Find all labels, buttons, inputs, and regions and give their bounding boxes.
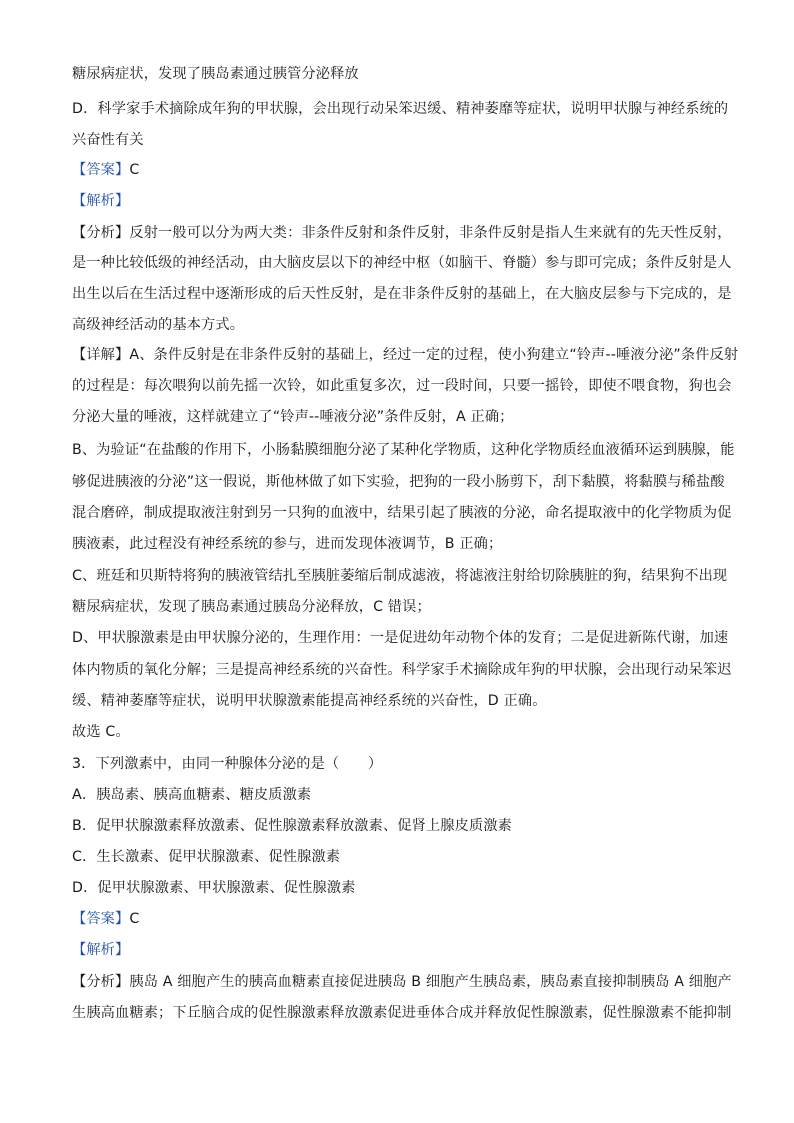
text-line: 体内物质的氧化分解；三是提高神经系统的兴奋性。科学家手术摘除成年狗的甲状腺，会出现行动呆笨迟 bbox=[72, 662, 732, 678]
text-line: 生胰高血糖素；下丘脑合成的促性腺激素释放激素促进垂体合成并释放促性腺激素，促性腺激素不能抑制 bbox=[72, 1005, 732, 1021]
answer-line: 【答案】C bbox=[72, 162, 140, 178]
answer-tag: 【答案】 bbox=[72, 162, 130, 178]
fenxi-tag: 【分析】 bbox=[72, 974, 130, 990]
text-line: D、甲状腺激素是由甲状腺分泌的，生理作用：一是促进幼年动物个体的发育；二是促进新陈代谢，加速 bbox=[72, 630, 729, 646]
question-3: 3．下列激素中，由同一种腺体分泌的是（ ） bbox=[72, 756, 383, 772]
text-line: 糖尿病症状，发现了胰岛素通过胰岛分泌释放，C 错误； bbox=[72, 599, 431, 615]
text-line: 糖尿病症状，发现了胰岛素通过胰管分泌释放 bbox=[72, 66, 359, 82]
xiangjie-line: 【详解】A、条件反射是在非条件反射的基础上，经过一定的过程，使小狗建立“铃声--唾液分泌”条件反射 bbox=[72, 347, 739, 363]
text-line: 出生以后在生活过程中逐渐形成的后天性反射，是在非条件反射的基础上，在大脑皮层参与下完成的，是 bbox=[72, 286, 732, 302]
text-line: 缓、精神萎靡等症状，说明甲状腺激素能提高神经系统的兴奋性，D 正确。 bbox=[72, 693, 547, 709]
text-line: 够促进胰液的分泌”这一假说，斯他林做了如下实验，把狗的一段小肠剪下，刮下黏膜，将黏膜与稀盐酸 bbox=[72, 474, 725, 490]
text-line: B、为验证“在盐酸的作用下，小肠黏膜细胞分泌了某种化学物质，这种化学物质经血液循环运到胰腺，能 bbox=[72, 442, 735, 458]
text-line: C、班廷和贝斯特将狗的胰液管结扎至胰脏萎缩后制成滤液，将滤液注射给切除胰脏的狗，结果狗不出现 bbox=[72, 568, 728, 584]
analysis-heading bbox=[72, 940, 129, 960]
analysis-tag: 【解析】 bbox=[72, 942, 130, 958]
option-d-line: D．科学家手术摘除成年狗的甲状腺，会出现行动呆笨迟缓、精神萎靡等症状，说明甲状腺与神经系统的 bbox=[72, 101, 729, 117]
text-line: 兴奋性有关 bbox=[72, 132, 144, 148]
fenxi-line: 【分析】胰岛 A 细胞产生的胰高血糖素直接促进胰岛 B 细胞产生胰岛素，胰岛素直接抑制胰岛 A 细胞产 bbox=[72, 974, 732, 990]
fenxi-line: 【分析】反射一般可以分为两大类：非条件反射和条件反射，非条件反射是指人生来就有的先天性反射， bbox=[72, 225, 732, 241]
analysis-heading bbox=[72, 191, 129, 211]
text-line: 故选 C。 bbox=[72, 724, 130, 740]
option-b: B．促甲状腺激素释放激素、促性腺激素释放激素、促肾上腺皮质激素 bbox=[72, 818, 513, 834]
answer-line: 【答案】C bbox=[72, 911, 140, 927]
text-line: 胰液素，此过程没有神经系统的参与，进而发现体液调节，B 正确； bbox=[72, 536, 503, 552]
answer-tag: 【答案】 bbox=[72, 911, 130, 927]
xiangjie-tag: 【详解】 bbox=[72, 347, 130, 363]
text-line: 是一种比较低级的神经活动，由大脑皮层以下的神经中枢（如脑干、脊髓）参与即可完成；条件反射是人 bbox=[72, 255, 732, 271]
text-line: 分泌大量的唾液，这样就建立了“铃声--唾液分泌”条件反射，A 正确； bbox=[72, 409, 514, 425]
option-d: D．促甲状腺激素、甲状腺激素、促性腺激素 bbox=[72, 880, 356, 896]
text-line: 的过程是：每次喂狗以前先摇一次铃，如此重复多次，过一段时间，只要一摇铃，即使不喂食物，狗也会 bbox=[72, 378, 732, 394]
option-a: A．胰岛素、胰高血糖素、糖皮质激素 bbox=[72, 787, 312, 803]
option-c: C．生长激素、促甲状腺激素、促性腺激素 bbox=[72, 849, 341, 865]
text-line: 混合磨碎，制成提取液注射到另一只狗的血液中，结果引起了胰液的分泌，命名提取液中的化学物质为促 bbox=[72, 505, 732, 521]
analysis-tag: 【解析】 bbox=[72, 193, 130, 209]
text-line: 高级神经活动的基本方式。 bbox=[72, 317, 245, 333]
fenxi-tag: 【分析】 bbox=[72, 225, 130, 241]
